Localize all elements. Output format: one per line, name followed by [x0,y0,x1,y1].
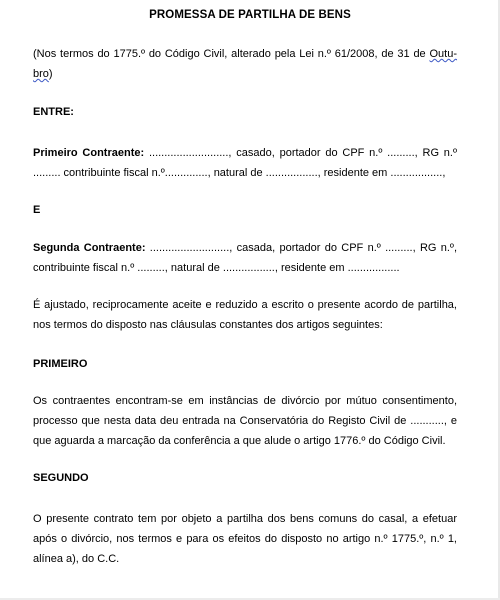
article2-paragraph [33,509,457,569]
article1-line-2: processo que nesta data deu entrada na Conservatória do Registo Civil de ..........., e [33,415,457,427]
party2-line-2: contribuinte fiscal n.º ........., natural de ................., residente em ................. [33,262,400,274]
agreement-line-2: nos termos do disposto nas cláusulas constantes dos artigos seguintes: [33,319,383,331]
intro-close: ) [48,68,53,80]
and-heading: E [33,204,41,216]
party2-text-1: .........................., casada, portador do CPF n.º ........., RG n.º, [149,242,457,254]
intro-paragraph [33,44,457,84]
intro-line-2 [33,64,457,84]
agreement-line-1: É ajustado, reciprocamente aceite e reduzido a escrito o presente acordo de partilha, [33,299,457,311]
party2-line-1 [33,238,457,258]
article1-heading: PRIMEIRO [33,358,88,370]
article2-line-1: O presente contrato tem por objeto a partilha dos bens comuns do casal, a efetuar [33,513,457,525]
party1-label: Primeiro Contraente: [33,147,145,159]
intro-text: (Nos termos do 1775.º do Código Civil, alterado pela Lei n.º 61/2008, de 31 de [33,48,426,60]
document-title: PROMESSA DE PARTILHA DE BENS [149,9,351,21]
article1-line-3: que aguarda a marcação da conferência a que alude o artigo 1776.º do Código Civil. [33,435,446,447]
party2-paragraph [33,238,457,278]
party1-paragraph [33,143,457,183]
agreement-paragraph [33,295,457,335]
article2-line-3: alínea a), do C.C. [33,553,120,565]
article2-heading: SEGUNDO [33,472,89,484]
article1-paragraph [33,391,457,451]
party1-line-1 [33,143,457,163]
party1-text-1: .........................., casado, portador do CPF n.º ........., RG n.º [148,147,457,159]
spellcheck-word: Outu- [429,48,458,60]
intro-line-1 [33,44,457,64]
entre-heading: ENTRE: [33,106,74,118]
party2-label: Segunda Contraente: [33,242,146,254]
article2-line-2: após o divórcio, nos termos e para os efeitos do disposto no artigo n.º 1775.º, n.º 1, [33,533,457,545]
party1-line-2: ......... contribuinte fiscal n.º.............., natural de ................., residente em ................., [33,167,446,179]
article1-line-1: Os contraentes encontram-se em instâncias de divórcio por mútuo consentimento, [33,395,457,407]
spellcheck-word-continued: bro [33,68,49,80]
